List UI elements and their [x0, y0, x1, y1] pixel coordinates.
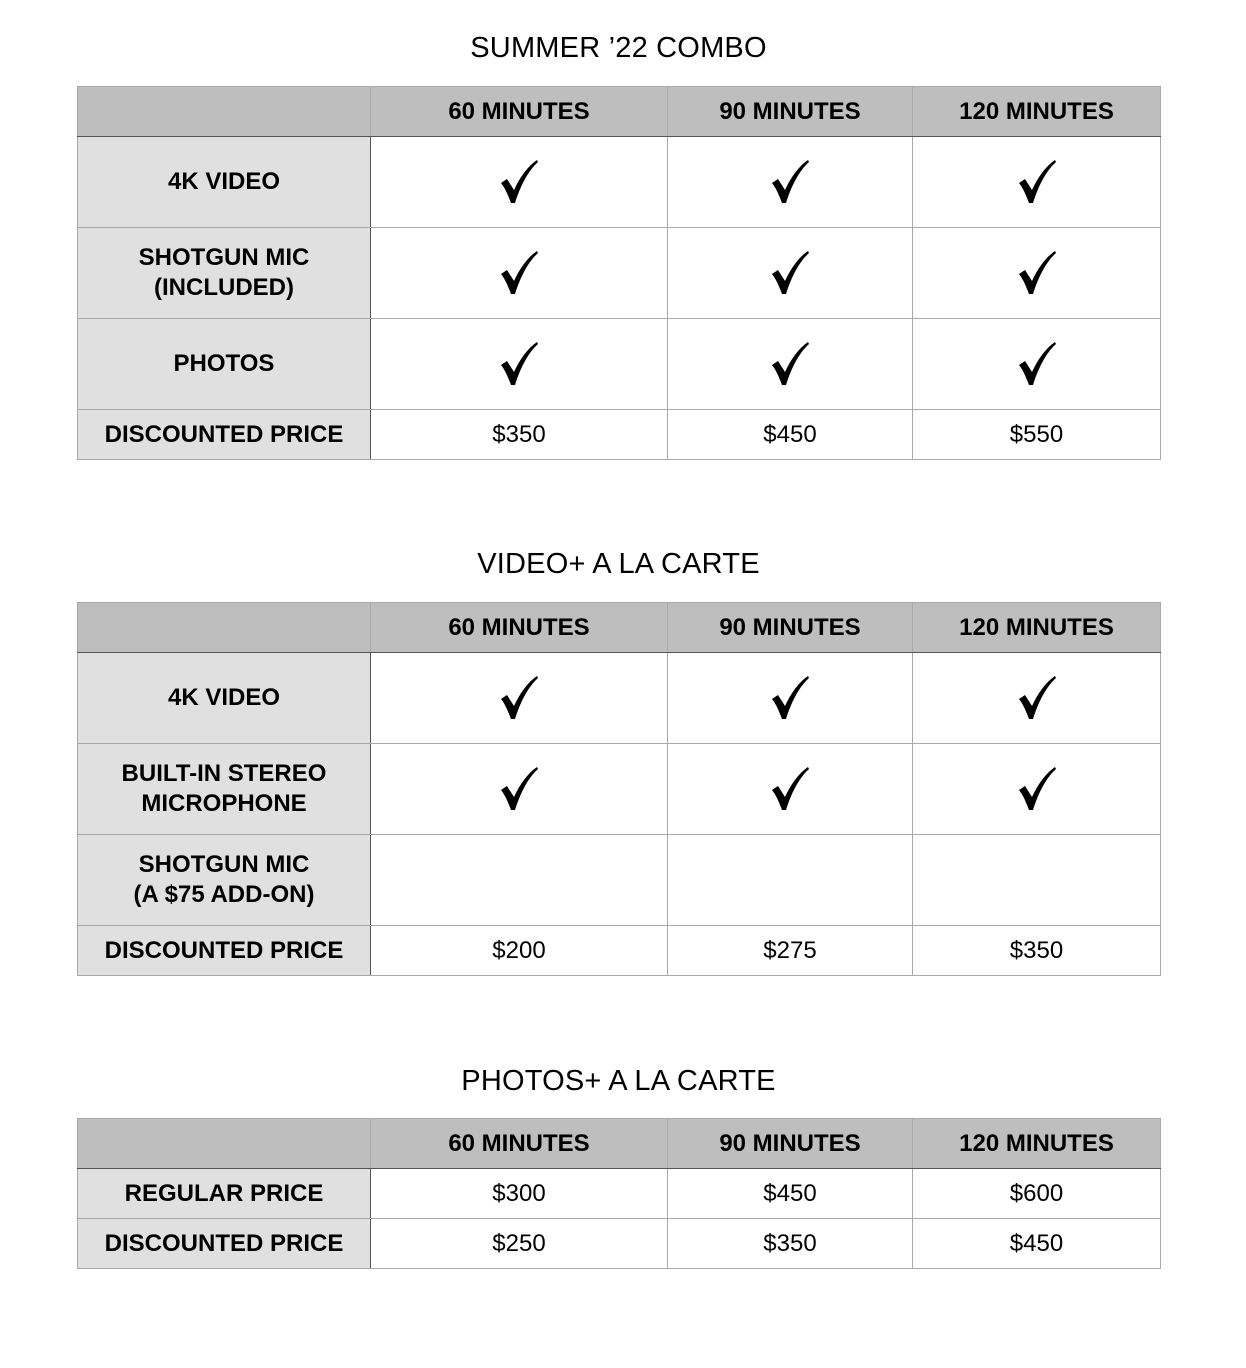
row-header: 4K VIDEO — [78, 653, 371, 744]
price-row — [78, 1219, 1161, 1269]
checkmark-icon — [1017, 675, 1057, 721]
column-header: 90 MINUTES — [668, 603, 913, 653]
summer-combo-table — [77, 86, 1161, 460]
checkmark-icon — [1017, 159, 1057, 205]
column-header: 120 MINUTES — [913, 1119, 1161, 1169]
feature-cell — [913, 319, 1161, 410]
table-header-row — [78, 603, 1161, 653]
table-row — [78, 228, 1161, 319]
feature-cell — [668, 835, 913, 926]
feature-cell — [668, 137, 913, 228]
checkmark-icon — [499, 159, 539, 205]
row-header: DISCOUNTED PRICE — [78, 410, 371, 460]
row-header: BUILT-IN STEREO MICROPHONE — [78, 744, 371, 835]
feature-cell — [371, 653, 668, 744]
table-header-row — [78, 1119, 1161, 1169]
checkmark-icon — [770, 766, 810, 812]
row-header: REGULAR PRICE — [78, 1169, 371, 1219]
checkmark-icon — [499, 675, 539, 721]
feature-cell — [913, 835, 1161, 926]
feature-cell — [668, 744, 913, 835]
feature-cell — [668, 228, 913, 319]
section-title-video-a-la-carte: VIDEO+ A LA CARTE — [477, 548, 760, 580]
feature-cell — [668, 653, 913, 744]
column-header: 60 MINUTES — [371, 603, 668, 653]
price-cell: $250 — [371, 1219, 668, 1269]
row-header: DISCOUNTED PRICE — [78, 1219, 371, 1269]
empty-cell — [1017, 857, 1057, 903]
table-row — [78, 835, 1161, 926]
checkmark-icon — [770, 341, 810, 387]
table-row — [78, 137, 1161, 228]
checkmark-icon — [1017, 341, 1057, 387]
price-cell: $350 — [371, 410, 668, 460]
column-header: 60 MINUTES — [371, 87, 668, 137]
price-cell: $350 — [913, 926, 1161, 976]
row-header: DISCOUNTED PRICE — [78, 926, 371, 976]
price-cell: $600 — [913, 1169, 1161, 1219]
table-row — [78, 319, 1161, 410]
empty-cell — [499, 857, 539, 903]
column-header: 120 MINUTES — [913, 87, 1161, 137]
checkmark-icon — [1017, 766, 1057, 812]
checkmark-icon — [770, 250, 810, 296]
header-corner-cell — [78, 87, 371, 137]
feature-cell — [371, 137, 668, 228]
header-corner-cell — [78, 603, 371, 653]
feature-cell — [913, 744, 1161, 835]
section-title-summer-combo: SUMMER ’22 COMBO — [470, 32, 767, 64]
price-cell: $350 — [668, 1219, 913, 1269]
price-row — [78, 1169, 1161, 1219]
checkmark-icon — [1017, 250, 1057, 296]
feature-cell — [371, 319, 668, 410]
price-cell: $450 — [668, 410, 913, 460]
feature-cell — [913, 228, 1161, 319]
price-cell: $450 — [913, 1219, 1161, 1269]
column-header: 90 MINUTES — [668, 87, 913, 137]
checkmark-icon — [499, 250, 539, 296]
price-row — [78, 410, 1161, 460]
feature-cell — [668, 319, 913, 410]
price-cell: $300 — [371, 1169, 668, 1219]
video-a-la-carte-table — [77, 602, 1161, 976]
checkmark-icon — [499, 341, 539, 387]
photos-a-la-carte-table — [77, 1118, 1161, 1269]
price-cell: $200 — [371, 926, 668, 976]
header-corner-cell — [78, 1119, 371, 1169]
price-cell: $450 — [668, 1169, 913, 1219]
feature-cell — [371, 228, 668, 319]
price-cell: $275 — [668, 926, 913, 976]
column-header: 120 MINUTES — [913, 603, 1161, 653]
column-header: 60 MINUTES — [371, 1119, 668, 1169]
feature-cell — [913, 653, 1161, 744]
row-header: PHOTOS — [78, 319, 371, 410]
row-header: SHOTGUN MIC (A $75 ADD-ON) — [78, 835, 371, 926]
checkmark-icon — [770, 159, 810, 205]
feature-cell — [371, 744, 668, 835]
table-header-row — [78, 87, 1161, 137]
checkmark-icon — [499, 766, 539, 812]
row-header: 4K VIDEO — [78, 137, 371, 228]
feature-cell — [371, 835, 668, 926]
column-header: 90 MINUTES — [668, 1119, 913, 1169]
checkmark-icon — [770, 675, 810, 721]
feature-cell — [913, 137, 1161, 228]
price-cell: $550 — [913, 410, 1161, 460]
row-header: SHOTGUN MIC (INCLUDED) — [78, 228, 371, 319]
price-row — [78, 926, 1161, 976]
table-row — [78, 653, 1161, 744]
section-title-photos-a-la-carte: PHOTOS+ A LA CARTE — [461, 1065, 776, 1097]
table-row — [78, 744, 1161, 835]
empty-cell — [770, 857, 810, 903]
